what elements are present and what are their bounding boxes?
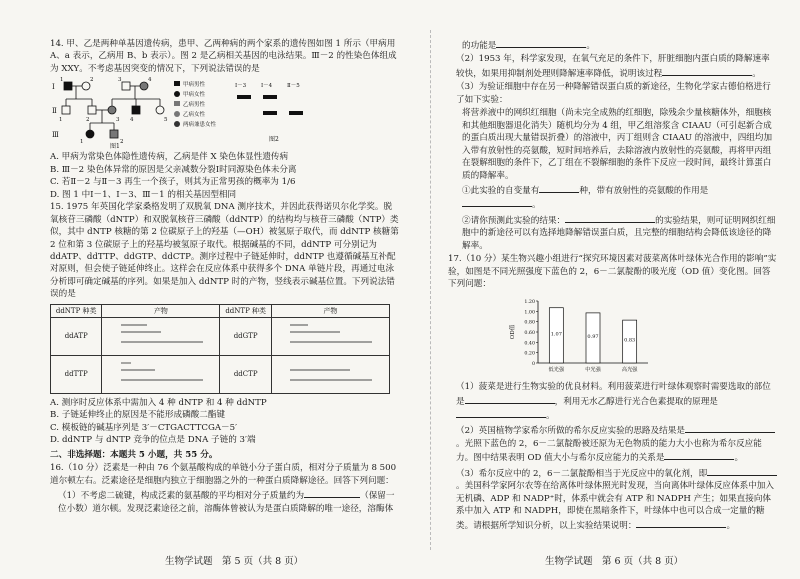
left-column [50, 38, 400, 516]
pedigree-diagram [50, 77, 225, 149]
y-tick-label: 0.20 [524, 351, 535, 357]
table-header: 产物 [102, 304, 220, 317]
q14-option-d: D. 图 1 中Ⅰ－1、Ⅰ－3、Ⅲ－1 的相关基因型相同 [50, 189, 237, 200]
strand-diagram [271, 317, 389, 355]
answer-blank[interactable] [496, 38, 586, 48]
ped-I2 [82, 82, 90, 90]
q14-option-c: C. 若Ⅱ－2 与Ⅱ－3 再生一个孩子，则其为正常男孩的概率为 1/6 [50, 177, 296, 188]
q14-figures [50, 77, 400, 149]
x-category-label: 低光强 [548, 366, 565, 373]
svg-text:4: 4 [130, 117, 134, 124]
ped-II2 [88, 106, 96, 114]
x-category-label: 中光强 [585, 366, 601, 373]
table-cell: ddTTP [51, 355, 102, 393]
q15-stem: 15. 1975 年英国化学家桑格发明了双脱氧 DNA 测序技术，并因此获得诺贝尔化学奖。脱氧核苷三磷酸（dNTP）和双脱氧核苷三磷酸（ddNTP）的结构均与核苷三磷酸（NTP）类似，其中 dNTP 核糖的第 2 位碳原子上的羟基（—OH）被氢原子取代，而 ddNTP 核糖第 2 位和第 3 位碳原子上的羟基均被氢原子取代。根据碱基的不同，ddNTP 可分别记为 ddATP、ddTTP、ddGTP、ddCTP。测序过程中子链延伸时，ddNTP 也遵循碱基互补配对原则，但会使子链延伸终止。这样会在反应体系中获得多个 DNA 单链片段，再通过电泳分析即可确定碱基的序列。如果是加入 ddNTP 时的产物，竖线表示碱基位置。下列说法错误的是 [50, 202, 399, 300]
table-cell: ddATP [51, 317, 102, 355]
answer-blank[interactable] [565, 213, 655, 223]
gel-band [237, 95, 251, 99]
ped-II4 [132, 106, 140, 114]
right-column [448, 38, 778, 533]
table-header: ddNTP 种类 [51, 304, 102, 317]
svg-text:5: 5 [164, 117, 168, 124]
y-tick-label: 0.60 [524, 330, 535, 336]
q15-option-b: B. 子链延伸终止的原因是不能形成磷酸二酯键 [50, 410, 226, 421]
q16-stem: 16.（10 分）泛素是一种由 76 个氨基酸构成的单链小分子蛋白质，相对分子质量为 8 500 道尔顿左右。泛素途径是细胞内独立于细胞器之外的一种蛋白质降解途径。回答下列问题： [50, 463, 397, 486]
svg-text:Ⅰ－3: Ⅰ－3 [235, 83, 247, 90]
gel-band [263, 95, 277, 99]
q17-stem: 17.（10 分）某生物兴趣小组进行“探究环境因素对菠菜离体叶绿体光合作用的影响”实验，如图是不同光照强度下蓝色的 2，6－二氯靛酚的吸光度（OD 值）变化图。回答下列问题： [448, 254, 777, 290]
svg-text:1: 1 [60, 77, 64, 84]
strand-svg [111, 320, 211, 350]
answer-blank[interactable] [456, 408, 546, 418]
q16-sub3: （3）为验证细胞中存在另一种降解错误蛋白质的新途径，生物化学家古德伯格进行了如下实验： [456, 82, 771, 105]
legend-swatch-1 [174, 81, 180, 86]
strand-svg [280, 320, 380, 350]
legend-swatch-3 [174, 101, 180, 106]
answer-blank[interactable] [462, 197, 532, 207]
q16-sub3-d: ②请你预测此实验的结果： 的实验结果，则可证明网织红细胞中的新途径可以有选择地降解错误蛋白质，且完整的细胞结构会降低该途径的降解率。 [448, 213, 778, 252]
svg-text:乙病男性: 乙病男性 [183, 102, 206, 109]
q17-sub2: （2）英国植物学家希尔所做的希尔反应实验的思路及结果是。光照下蓝色的 2，6－二氯靛酚被还原为无色物质的能力大小也称为希尔反应能力。图中结果表明 OD 值大小与希尔反应能力的关系是 。 [448, 423, 778, 464]
svg-text:3: 3 [118, 77, 122, 84]
svg-text:甲病女性: 甲病女性 [183, 92, 206, 99]
svg-text:2: 2 [90, 77, 94, 84]
svg-text:3: 3 [116, 117, 120, 124]
bar-data-label: 1.07 [550, 330, 562, 337]
q16-cont: 的功能是 。 [448, 38, 778, 52]
answer-blank[interactable] [636, 518, 726, 528]
svg-text:1: 1 [59, 117, 63, 124]
q16-sub3-c: ①此实验的自变量有 种，带有放射性的亮氨酸的作用是。 [448, 183, 778, 212]
svg-text:Ⅰ－4: Ⅰ－4 [261, 83, 273, 90]
strand-diagram [102, 317, 220, 355]
legend-swatch-5 [174, 121, 180, 127]
ped-III1 [86, 130, 94, 138]
gen-label-3: Ⅲ [52, 131, 59, 140]
ped-II1 [62, 106, 70, 114]
answer-blank[interactable] [304, 488, 360, 498]
ddntp-table [50, 304, 390, 394]
y-tick-label: 0.80 [524, 320, 535, 326]
q16-sub2: （2）1953 年，科学家发现，在氧气充足的条件下，肝脏细胞内蛋白质的降解速率较快，如果用抑制剂处理则降解速率降低，说明该过程 。 [456, 54, 770, 79]
table-header: 产物 [271, 304, 389, 317]
y-tick-label: 1.20 [524, 299, 535, 305]
gel-electrophoresis [231, 77, 321, 149]
q15-option-a: A. 测序时反应体系中需加入 4 种 dNTP 和 4 种 ddNTP [50, 397, 267, 408]
svg-text:1: 1 [80, 139, 84, 146]
q16-sub1: （1）不考虑二硫键，构成泛素的氨基酸的平均相对分子质量约为 （保留一位小数）道尔顿。发现泛素途径之前，溶酶体曾被认为是蛋白质降解的唯一途径，溶酶体 [50, 488, 400, 515]
gel-band [289, 111, 303, 115]
q16-sub3-body: 将营养液中的网织红细胞（尚未完全成熟的红细胞，除残余少量核糖体外，细胞核和其他细胞器退化消失）随机均分为 4 组，甲乙组溶浆含 CIAAU（可引起新合成的蛋白质出现大量错误折叠）的溶液中，丙丁组则含 CIAAU 的溶液中，四组均加入带有放射性的亮氨酸，短时间培养后，去除溶液内放射性的亮氨酸，再将甲丙组在裂解细胞的条件下，乙丁组在不裂解细胞的条件下反应一段时间，最终计算蛋白质的降解率。 [462, 108, 773, 181]
ped-I4 [140, 82, 148, 90]
page-footer-left: 生物学试题 第 5 页（共 8 页） [165, 556, 304, 567]
bar-data-label: 0.83 [624, 337, 636, 344]
table-cell: ddGTP [220, 317, 271, 355]
table-cell: ddCTP [220, 355, 271, 393]
gel-band [263, 111, 277, 115]
answer-blank[interactable] [539, 183, 579, 193]
svg-text:2: 2 [120, 139, 124, 146]
answer-blank[interactable] [662, 66, 752, 76]
fig2-caption: 图2 [269, 136, 279, 144]
answer-blank[interactable] [685, 423, 775, 433]
legend-swatch-2 [174, 91, 180, 97]
svg-text:两病兼患女性: 两病兼患女性 [183, 122, 217, 129]
ped-I1 [64, 82, 72, 90]
bar-data-label: 0.97 [587, 333, 599, 340]
q14-option-b: B. Ⅲ－2 染色体异常的原因是父亲减数分裂Ⅰ时同源染色体未分离 [50, 164, 297, 175]
y-tick-label: 1.00 [524, 309, 535, 315]
column-divider [430, 30, 431, 550]
svg-text:4: 4 [148, 77, 152, 84]
answer-blank[interactable] [465, 394, 555, 404]
y-tick-label: 0.40 [524, 340, 535, 346]
q14-stem: 14. 甲、乙是两种单基因遗传病，患甲、乙两种病的两个家系的遗传图如图 1 所示（甲病用 A、a 表示，乙病用 B、b 表示）。图 2 是乙病相关基因的电泳结果。Ⅲ－2 的性染色体组成为 XXY。不考虑基因突变的情况下，下列说法错误的是 [50, 39, 397, 74]
x-category-label: 高光强 [621, 366, 638, 373]
y-axis-label: OD值 [510, 324, 516, 339]
ped-II3 [108, 106, 116, 114]
strand-svg [111, 358, 211, 388]
od-chart [508, 293, 778, 379]
section-heading: 二、非选择题：本题共 5 小题，共 55 分。 [50, 449, 218, 460]
strand-svg [280, 358, 380, 388]
gen-label-1: Ⅰ [52, 83, 55, 92]
svg-text:2: 2 [86, 117, 90, 124]
q15-option-d: D. ddNTP 与 dNTP 竞争的位点是 DNA 子链的 3′端 [50, 435, 256, 446]
q17-sub3: （3）希尔反应中的 2，6－二氯靛酚相当于光反应中的氧化剂，即。美国科学家阿尔农等在给离体叶绿体照光时发现，当向离体叶绿体反应体系中加入无机磷、ADP 和 NADP⁺时，体系中就会有 ATP 和 NADPH 产生；如果直接向体系中加入 ATP 和 NADPH，即使在黑暗条件下，叶绿体中也可以合成一定量的糖类。请根据所学知识分析，以上实验结果说明： 。 [448, 466, 778, 532]
page-footer-right: 生物学试题 第 6 页（共 8 页） [545, 556, 684, 567]
svg-text:甲病男性: 甲病男性 [183, 82, 206, 89]
gen-label-2: Ⅱ [52, 107, 57, 116]
strand-diagram [102, 355, 220, 393]
svg-text:Ⅱ－5: Ⅱ－5 [287, 83, 300, 90]
ped-III2 [110, 130, 118, 138]
fig1-caption: 图1 [110, 143, 120, 150]
od-bar-chart [508, 293, 658, 375]
q15-option-c: C. 模板链的碱基序列是 3′－CTGACTTCGA－5′ [50, 422, 238, 433]
q17-sub1: （1）菠菜是进行生物实验的优良材料。利用菠菜进行叶绿体观察时需要选取的部位是 ，利用无水乙醇进行光合色素提取的原理是。 [456, 382, 771, 421]
table-header: ddNTP 种类 [220, 304, 271, 317]
legend-swatch-4 [174, 111, 180, 117]
ped-II5 [156, 106, 164, 114]
svg-text:乙病女性: 乙病女性 [183, 112, 206, 119]
ped-I3 [122, 82, 130, 90]
answer-blank[interactable] [664, 450, 734, 460]
q14-option-a: A. 甲病为常染色体隐性遗传病，乙病是伴 X 染色体显性遗传病 [50, 152, 289, 163]
answer-blank[interactable] [707, 466, 777, 476]
strand-diagram [271, 355, 389, 393]
y-tick-label: 0 [531, 361, 535, 367]
